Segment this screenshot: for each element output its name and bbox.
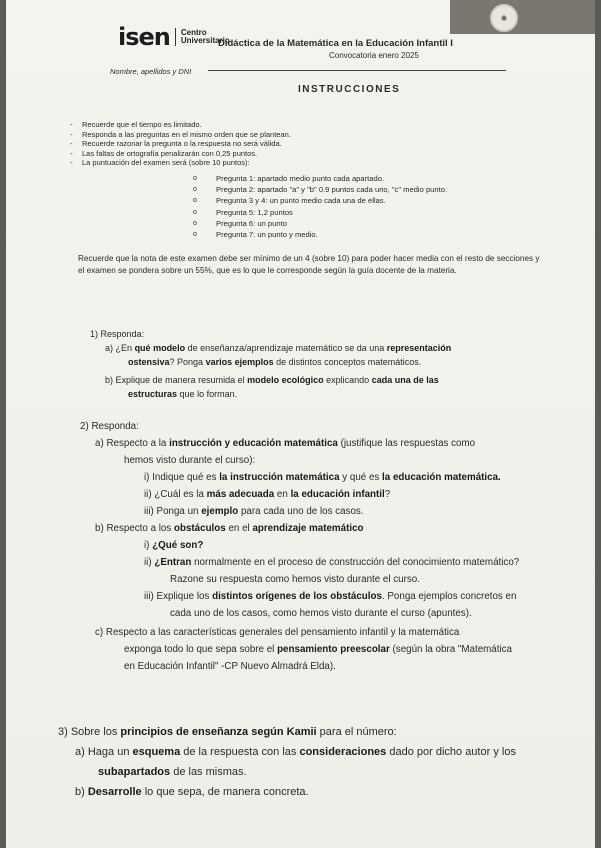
item-bold: aprendizaje matemático — [252, 523, 364, 534]
question-2-b-iii-cont: cada uno de los casos, como hemos visto durante el curso (apuntes). — [170, 608, 472, 619]
item-bold: instrucción y educación matemática — [169, 438, 338, 449]
item-bold: qué modelo — [134, 343, 186, 353]
item-bold: modelo ecológico — [247, 375, 324, 385]
question-2-header — [80, 418, 580, 435]
logo-line-1: Centro — [180, 28, 207, 37]
question-3-a — [58, 742, 593, 762]
item-bold: la educación infantil — [290, 489, 385, 500]
item-text: Explique los — [156, 591, 210, 602]
item-marker: i) — [144, 472, 150, 483]
item-text: en el — [228, 523, 250, 534]
exam-subject: Didáctica de la Matemática en la Educación Infantil I — [218, 38, 453, 49]
item-bold: ¿Entran — [154, 557, 192, 568]
item-text: Respecto a las características generales del pensamiento infantil y la matemática — [105, 627, 460, 638]
list-item: - Recuerde razonar la pregunta o la respuesta no será válida. — [74, 139, 494, 149]
list-item: o Pregunta 5: 1,2 puntos — [205, 207, 447, 218]
item-text: que lo forman. — [179, 389, 238, 399]
item-text: . Ponga ejemplos concretos en — [381, 591, 517, 602]
question-2-c-cont-2: en Educación Infantil" -CP Nuevo Almadrá Elda). — [124, 661, 336, 672]
question-2-b — [80, 520, 580, 537]
item-text: Respecto a los — [106, 523, 172, 534]
question-2-b-i — [80, 537, 580, 554]
item-text: Explique de manera resumida el — [115, 375, 245, 385]
item-marker: i) — [144, 540, 150, 551]
item-bold: ¿Qué son? — [152, 540, 204, 551]
exam-session: Convocatoria enero 2025 — [329, 51, 419, 60]
item-text: lo que sepa, de manera concreta. — [144, 786, 309, 798]
item-text: y qué es — [342, 472, 380, 483]
item-bold: distintos orígenes de los obstáculos — [212, 591, 382, 602]
question-2-a — [80, 435, 580, 452]
question-2-b-ii — [80, 554, 580, 571]
question-title: Responda: — [91, 421, 139, 432]
question-2-a-i — [80, 469, 580, 486]
item-marker: iii) — [144, 591, 154, 602]
item-text: exponga todo lo que sepa sobre el — [124, 644, 275, 655]
question-number: 3) — [58, 726, 68, 738]
list-item: o Pregunta 3 y 4: un punto medio cada una de ellas. — [205, 195, 447, 206]
question-1-a — [90, 341, 560, 355]
item-bold: representación — [386, 343, 452, 353]
item-text: Indique qué es — [152, 472, 217, 483]
question-3-a-cont — [58, 762, 593, 782]
item-text: Ponga un — [156, 506, 199, 517]
item-marker: b) — [95, 523, 104, 534]
question-2-a-cont: hemos visto durante el curso): — [124, 455, 256, 466]
item-text: explicando — [326, 375, 370, 385]
item-bold: subapartados — [98, 766, 171, 778]
grading-note: Recuerde que la nota de este examen debe ser mínimo de un 4 (sobre 10) para poder hacer media con el resto de secciones y el examen se pondera sobre un 55%, que es lo que le corresponde según la guía docente de la materia. — [78, 254, 540, 275]
item-marker: a) — [95, 438, 104, 449]
item-bold: varios ejemplos — [205, 357, 274, 367]
item-bold: cada una de las — [371, 375, 439, 385]
item-marker: b) — [105, 375, 114, 385]
name-field-line[interactable] — [208, 70, 506, 71]
item-text: para cada uno de los casos. — [240, 506, 364, 517]
item-text: ? — [384, 489, 391, 500]
item-text: Sobre los — [70, 726, 118, 738]
name-label: Nombre, apellidos y DNI — [110, 67, 192, 76]
list-item: o Pregunta 1: apartado medio punto cada apartado. — [205, 173, 447, 184]
question-2-a-iii — [80, 503, 580, 520]
item-marker: c) — [95, 627, 104, 638]
institution-logo — [118, 25, 230, 49]
item-text: (según la obra "Matemática — [392, 644, 512, 655]
seal-icon: ✺ — [490, 4, 518, 32]
item-bold: ejemplo — [201, 506, 239, 517]
question-2 — [80, 418, 580, 675]
header-band — [450, 0, 595, 34]
item-text: ? Ponga — [169, 357, 204, 367]
question-3 — [58, 722, 593, 802]
question-1-b — [90, 373, 560, 387]
question-3-b — [58, 782, 593, 802]
item-bold: obstáculos — [174, 523, 226, 534]
item-text: (justifique las respuestas como — [340, 438, 476, 449]
item-text: de distintos conceptos matemáticos. — [276, 357, 422, 367]
item-text: normalmente en el proceso de construcción del conocimiento matemático? — [194, 557, 520, 568]
item-marker: ii) — [144, 489, 152, 500]
item-bold: más adecuada — [206, 489, 275, 500]
question-title: Responda: — [100, 329, 145, 339]
item-text: Respecto a la — [106, 438, 167, 449]
item-text: de enseñanza/aprendizaje matemático se da una — [187, 343, 385, 353]
question-number: 1) — [90, 329, 99, 339]
item-text: para el número: — [319, 726, 397, 738]
question-2-c-cont — [80, 641, 580, 658]
item-text: de las mismas. — [173, 766, 247, 778]
question-1-b-cont — [90, 387, 560, 401]
question-3-header — [58, 722, 593, 742]
item-marker: a) — [105, 343, 114, 353]
exam-sheet — [6, 0, 595, 848]
item-text: ¿Cuál es la — [154, 489, 204, 500]
item-text: de la respuesta con las — [183, 746, 297, 758]
list-item: - La puntuación del examen será (sobre 10 puntos): — [74, 158, 494, 168]
item-text: en — [276, 489, 288, 500]
item-bold: consideraciones — [299, 746, 387, 758]
item-marker: a) — [75, 746, 85, 758]
question-2-c — [80, 624, 580, 641]
question-1-header — [90, 327, 560, 341]
item-bold: principios de enseñanza según Kamii — [120, 726, 317, 738]
item-bold: Desarrolle — [87, 786, 142, 798]
logo-divider — [175, 28, 176, 46]
item-text: ¿En — [115, 343, 133, 353]
list-item: - Las faltas de ortografía penalizarán con 0,25 puntos. — [74, 149, 494, 159]
list-item: - Recuerde que el tiempo es limitado. — [74, 120, 494, 130]
list-item: o Pregunta 6: un punto — [205, 218, 447, 229]
list-item: o Pregunta 7: un punto y medio. — [205, 229, 447, 240]
rules-list — [74, 120, 494, 168]
question-1 — [90, 327, 560, 401]
item-text: Haga un — [87, 746, 130, 758]
question-2-b-ii-cont: Razone su respuesta como hemos visto durante el curso. — [170, 574, 420, 585]
item-marker: iii) — [144, 506, 154, 517]
item-bold: la educación matemática. — [382, 472, 501, 483]
question-number: 2) — [80, 421, 89, 432]
logo-isen: isen — [118, 23, 170, 51]
question-2-a-ii — [80, 486, 580, 503]
item-bold: esquema — [132, 746, 181, 758]
item-bold: ostensiva — [128, 357, 170, 367]
score-list — [205, 173, 447, 240]
item-bold: estructuras — [128, 389, 178, 399]
logo-line-2: Universitario — [180, 36, 230, 45]
instructions-title: INSTRUCCIONES — [298, 84, 401, 95]
item-marker: ii) — [144, 557, 152, 568]
question-1-a-cont — [90, 355, 560, 369]
item-bold: la instrucción matemática — [219, 472, 340, 483]
item-bold: pensamiento preescolar — [277, 644, 390, 655]
item-marker: b) — [75, 786, 85, 798]
list-item: o Pregunta 2: apartado "a" y "b" 0.9 puntos cada uno, "c" medio punto. — [205, 184, 447, 195]
list-item: - Responda a las preguntas en el mismo orden que se plantean. — [74, 130, 494, 140]
question-2-b-iii — [80, 588, 580, 605]
item-text: dado por dicho autor y los — [389, 746, 516, 758]
